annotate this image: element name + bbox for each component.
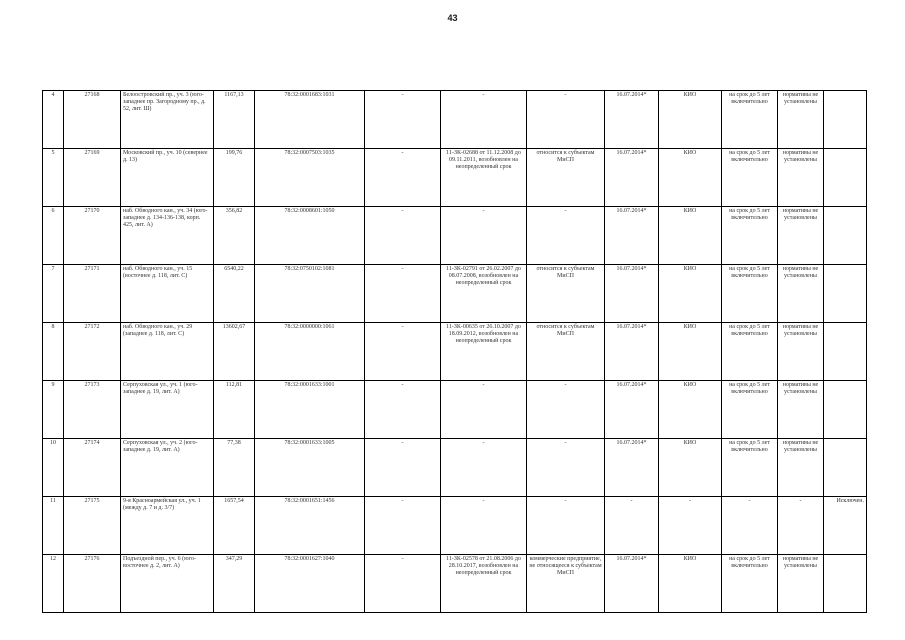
inclusion-date: 16.07.2014* xyxy=(605,265,659,323)
business-category: - xyxy=(527,207,605,265)
cadastral-number: 78:32:0001633:1005 xyxy=(255,439,365,497)
standards-status: нормативы не установлены xyxy=(778,439,824,497)
standards-status: - xyxy=(778,497,824,555)
lease-agreement: - xyxy=(441,497,527,555)
column-6-value: - xyxy=(365,91,441,149)
business-category: относится к субъектам МиСП xyxy=(527,265,605,323)
cadastral-number: 78:32:0750102:1081 xyxy=(255,265,365,323)
plot-address: Московский пр., уч. 10 (севернее д. 13) xyxy=(121,149,214,207)
authority: КИО xyxy=(659,265,722,323)
plot-area: 1167,13 xyxy=(214,91,255,149)
table-row xyxy=(43,381,867,439)
inclusion-date: 16.07.2014* xyxy=(605,207,659,265)
inclusion-date: 16.07.2014* xyxy=(605,439,659,497)
authority: КИО xyxy=(659,91,722,149)
business-category: относится к субъектам МиСП xyxy=(527,323,605,381)
row-number: 5 xyxy=(43,149,64,207)
authority: - xyxy=(659,497,722,555)
plot-area: 347,29 xyxy=(214,555,255,613)
row-note xyxy=(824,149,867,207)
inclusion-date: 16.07.2014* xyxy=(605,149,659,207)
column-6-value: - xyxy=(365,207,441,265)
inclusion-date: 16.07.2014* xyxy=(605,381,659,439)
table-row xyxy=(43,439,867,497)
authority: КИО xyxy=(659,555,722,613)
column-6-value: - xyxy=(365,555,441,613)
plot-area: 13602,67 xyxy=(214,323,255,381)
row-number: 4 xyxy=(43,91,64,149)
row-note xyxy=(824,381,867,439)
cadastral-number: 78:32:0001633:1001 xyxy=(255,381,365,439)
business-category: - xyxy=(527,381,605,439)
standards-status: нормативы не установлены xyxy=(778,91,824,149)
column-6-value: - xyxy=(365,381,441,439)
plot-address: наб. Обводного кан., уч. 29 (западнее д. 118, лит. С) xyxy=(121,323,214,381)
row-number: 7 xyxy=(43,265,64,323)
plot-area: 199,76 xyxy=(214,149,255,207)
lease-agreement: 11-ЗК-02688 от 11.12.2008 до 09.11.2011, возобновлен на неопределенный срок xyxy=(441,149,527,207)
lease-term: на срок до 5 лет включительно xyxy=(722,555,778,613)
row-note xyxy=(824,439,867,497)
land-plot-register-table xyxy=(42,90,867,613)
column-6-value: - xyxy=(365,497,441,555)
row-number: 9 xyxy=(43,381,64,439)
lease-agreement: - xyxy=(441,207,527,265)
plot-code: 27176 xyxy=(64,555,121,613)
row-number: 10 xyxy=(43,439,64,497)
plot-area: 1657,54 xyxy=(214,497,255,555)
cadastral-number: 78:32:0001683:1031 xyxy=(255,91,365,149)
standards-status: нормативы не установлены xyxy=(778,323,824,381)
authority: КИО xyxy=(659,323,722,381)
inclusion-date: - xyxy=(605,497,659,555)
authority: КИО xyxy=(659,207,722,265)
lease-agreement: 11-ЗК-02578 от 21.08.2006 до 28.10.2017, возобновлен на неопределенный срок xyxy=(441,555,527,613)
plot-code: 27173 xyxy=(64,381,121,439)
lease-term: на срок до 5 лет включительно xyxy=(722,323,778,381)
lease-term: на срок до 5 лет включительно xyxy=(722,91,778,149)
cadastral-number: 78:32:0008601:1050 xyxy=(255,207,365,265)
plot-area: 77,38 xyxy=(214,439,255,497)
lease-term: на срок до 5 лет включительно xyxy=(722,265,778,323)
cadastral-number: 78:32:0000000:1061 xyxy=(255,323,365,381)
column-6-value: - xyxy=(365,149,441,207)
plot-address: Серпуховская ул., уч. 1 (юго-западнее д. 19, лит. А) xyxy=(121,381,214,439)
plot-area: 112,81 xyxy=(214,381,255,439)
inclusion-date: 16.07.2014* xyxy=(605,91,659,149)
business-category: относится к субъектам МиСП xyxy=(527,149,605,207)
row-note xyxy=(824,555,867,613)
table-row xyxy=(43,207,867,265)
authority: КИО xyxy=(659,439,722,497)
business-category: коммерческие предприятие, не относящееся к субъектам МиСП xyxy=(527,555,605,613)
lease-agreement: 11-ЗК-02791 от 26.02.2007 до 08.07.2008, возобновлен на неопределенный срок xyxy=(441,265,527,323)
lease-agreement: 11-ЗК-00635 от 26.10.2007 до 18.09.2012, возобновлен на неопределенный срок xyxy=(441,323,527,381)
table-row xyxy=(43,555,867,613)
plot-address: Белоостровский пр., уч. 3 (юго-западнее пр. Загородному пр., д. 52, лит. Ш) xyxy=(121,91,214,149)
plot-address: Подъездной пер., уч. 6 (юго-восточнее д. 2, лит. А) xyxy=(121,555,214,613)
cadastral-number: 78:32:0001627:1040 xyxy=(255,555,365,613)
row-number: 11 xyxy=(43,497,64,555)
row-note: Исключен. xyxy=(824,497,867,555)
row-number: 12 xyxy=(43,555,64,613)
row-note xyxy=(824,323,867,381)
row-number: 8 xyxy=(43,323,64,381)
lease-agreement: - xyxy=(441,91,527,149)
standards-status: нормативы не установлены xyxy=(778,207,824,265)
lease-term: на срок до 5 лет включительно xyxy=(722,149,778,207)
cadastral-number: 78:32:0007503:1035 xyxy=(255,149,365,207)
row-number: 6 xyxy=(43,207,64,265)
table-row xyxy=(43,323,867,381)
lease-term: на срок до 5 лет включительно xyxy=(722,439,778,497)
cadastral-number: 78:32:0001651:1456 xyxy=(255,497,365,555)
page-number: 43 xyxy=(447,13,458,23)
business-category: - xyxy=(527,497,605,555)
plot-code: 27168 xyxy=(64,91,121,149)
plot-address: 9-я Красноармейская ул., уч. 1 (между д. 7 и д. 3/7) xyxy=(121,497,214,555)
plot-code: 27169 xyxy=(64,149,121,207)
plot-code: 27170 xyxy=(64,207,121,265)
standards-status: нормативы не установлены xyxy=(778,149,824,207)
plot-code: 27174 xyxy=(64,439,121,497)
plot-address: наб. Обводного кан., уч. 34 (юго-западнее д. 134-136-138, корп. 425, лит. А) xyxy=(121,207,214,265)
standards-status: нормативы не установлены xyxy=(778,381,824,439)
lease-term: на срок до 5 лет включительно xyxy=(722,381,778,439)
table-row xyxy=(43,265,867,323)
plot-address: наб. Обводного кан., уч. 15 (восточнее д. 118, лит. С) xyxy=(121,265,214,323)
standards-status: нормативы не установлены xyxy=(778,265,824,323)
table-row xyxy=(43,91,867,149)
plot-area: 356,82 xyxy=(214,207,255,265)
business-category: - xyxy=(527,91,605,149)
lease-term: - xyxy=(722,497,778,555)
inclusion-date: 16.07.2014* xyxy=(605,323,659,381)
table-row xyxy=(43,497,867,555)
plot-address: Серпуховская ул., уч. 2 (юго-западнее д. 19, лит. А) xyxy=(121,439,214,497)
table-row xyxy=(43,149,867,207)
standards-status: нормативы не установлены xyxy=(778,555,824,613)
authority: КИО xyxy=(659,149,722,207)
authority: КИО xyxy=(659,381,722,439)
column-6-value: - xyxy=(365,323,441,381)
column-6-value: - xyxy=(365,265,441,323)
lease-agreement: - xyxy=(441,381,527,439)
inclusion-date: 16.07.2014* xyxy=(605,555,659,613)
row-note xyxy=(824,91,867,149)
lease-agreement: - xyxy=(441,439,527,497)
business-category: - xyxy=(527,439,605,497)
plot-code: 27172 xyxy=(64,323,121,381)
row-note xyxy=(824,207,867,265)
column-6-value: - xyxy=(365,439,441,497)
plot-code: 27171 xyxy=(64,265,121,323)
plot-code: 27175 xyxy=(64,497,121,555)
row-note xyxy=(824,265,867,323)
plot-area: 6540,22 xyxy=(214,265,255,323)
lease-term: на срок до 5 лет включительно xyxy=(722,207,778,265)
